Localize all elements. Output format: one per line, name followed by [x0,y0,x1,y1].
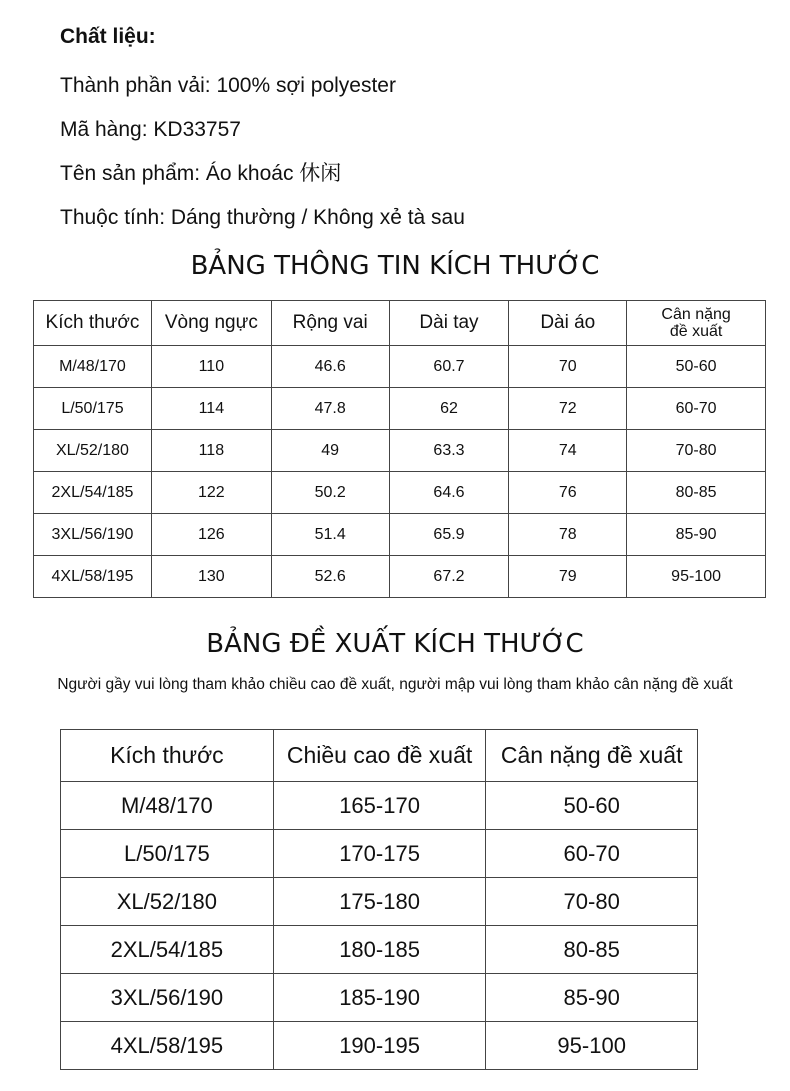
header-height: Chiều cao đề xuất [273,730,486,782]
cell-height: 185-190 [273,974,486,1022]
cell-shoulder: 52.6 [271,556,389,598]
cell-size: 4XL/58/195 [34,556,152,598]
cell-weight: 85-90 [486,974,698,1022]
cell-length: 78 [509,514,627,556]
cell-size: 3XL/56/190 [34,514,152,556]
header-weight: Cân nặng đề xuất [486,730,698,782]
table-row [34,556,766,598]
cell-weight: 50-60 [627,346,766,388]
cell-sleeve: 60.7 [389,346,509,388]
table-header-row [34,301,766,346]
cell-length: 79 [509,556,627,598]
cell-sleeve: 62 [389,388,509,430]
cell-weight: 80-85 [486,926,698,974]
cell-size: L/50/175 [61,830,274,878]
size-recommend-title: BẢNG ĐỀ XUẤT KÍCH THƯỚC [206,629,584,659]
cell-shoulder: 51.4 [271,514,389,556]
cell-size: 2XL/54/185 [61,926,274,974]
cell-size: M/48/170 [61,782,274,830]
cell-sleeve: 64.6 [389,472,509,514]
size-recommend-table [60,729,698,1070]
table-row [34,514,766,556]
cell-size: 4XL/58/195 [61,1022,274,1070]
cell-size: XL/52/180 [34,430,152,472]
header-weight [627,301,766,346]
table-row [61,830,698,878]
table-row [61,782,698,830]
product-attributes: Thuộc tính: Dáng thường / Không xẻ tà sau [60,206,465,229]
cell-length: 76 [509,472,627,514]
cell-sleeve: 65.9 [389,514,509,556]
header-weight-line1: Cân nặng [661,306,731,323]
size-info-table [33,300,766,598]
cell-chest: 126 [151,514,271,556]
size-recommend-note: Người gầy vui lòng tham khảo chiều cao đề xuất, người mập vui lòng tham khảo cân nặng đề xuất [57,676,733,693]
cell-weight: 60-70 [486,830,698,878]
cell-size: 2XL/54/185 [34,472,152,514]
table-row [34,346,766,388]
table-row [61,926,698,974]
cell-weight: 70-80 [627,430,766,472]
table-row [61,878,698,926]
product-name: Tên sản phẩm: Áo khoác 休闲 [60,162,342,185]
cell-weight: 60-70 [627,388,766,430]
cell-shoulder: 50.2 [271,472,389,514]
product-code: Mã hàng: KD33757 [60,118,241,141]
cell-weight: 95-100 [627,556,766,598]
material-info [60,22,760,240]
table-row [34,388,766,430]
cell-chest: 114 [151,388,271,430]
cell-shoulder: 47.8 [271,388,389,430]
cell-shoulder: 49 [271,430,389,472]
cell-length: 74 [509,430,627,472]
cell-weight: 50-60 [486,782,698,830]
header-length: Dài áo [509,301,627,346]
cell-sleeve: 67.2 [389,556,509,598]
header-shoulder: Rộng vai [271,301,389,346]
header-size: Kích thước [61,730,274,782]
cell-height: 175-180 [273,878,486,926]
cell-length: 72 [509,388,627,430]
cell-height: 190-195 [273,1022,486,1070]
cell-length: 70 [509,346,627,388]
header-sleeve: Dài tay [389,301,509,346]
cell-size: XL/52/180 [61,878,274,926]
cell-chest: 110 [151,346,271,388]
cell-weight: 85-90 [627,514,766,556]
cell-weight: 95-100 [486,1022,698,1070]
cell-sleeve: 63.3 [389,430,509,472]
cell-shoulder: 46.6 [271,346,389,388]
cell-height: 165-170 [273,782,486,830]
cell-size: 3XL/56/190 [61,974,274,1022]
header-chest: Vòng ngực [151,301,271,346]
cell-chest: 122 [151,472,271,514]
material-heading: Chất liệu: [60,25,156,48]
table-row [61,974,698,1022]
table-header-row [61,730,698,782]
cell-weight: 80-85 [627,472,766,514]
cell-height: 170-175 [273,830,486,878]
cell-weight: 70-80 [486,878,698,926]
header-weight-line2: đề xuất [669,323,723,340]
cell-height: 180-185 [273,926,486,974]
table-row [34,430,766,472]
cell-chest: 130 [151,556,271,598]
table-row [34,472,766,514]
size-info-title: BẢNG THÔNG TIN KÍCH THƯỚC [190,251,600,281]
cell-chest: 118 [151,430,271,472]
cell-size: L/50/175 [34,388,152,430]
fabric-composition: Thành phần vải: 100% sợi polyester [60,74,396,97]
table-row [61,1022,698,1070]
header-size: Kích thước [34,301,152,346]
cell-size: M/48/170 [34,346,152,388]
